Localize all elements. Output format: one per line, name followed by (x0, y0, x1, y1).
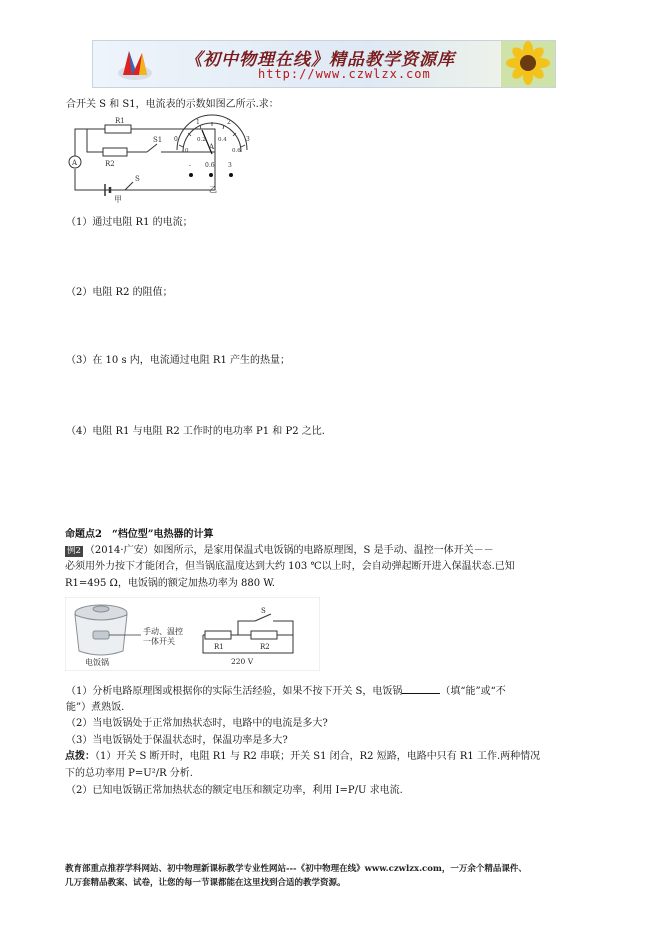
label-r2: R2 (105, 160, 115, 168)
question-1: （1）通过电阻 R1 的电流； (66, 217, 193, 228)
terminal-dot-neg (189, 173, 193, 177)
label-s1: S1 (153, 136, 163, 144)
sunflower-icon (501, 41, 555, 87)
scale-inner-1: 0.2 (197, 137, 206, 143)
footer-line-1: 教育部重点推荐学科网站、初中物理新课标教学专业性网站---《初中物理在线》www.czwlzx.com，一万余个精品课件、 (65, 864, 527, 874)
terminal-neg: - (189, 162, 192, 169)
example-question-1a: （1）分析电路原理图或根据你的实际生活经验，如果不按下开关 S，电饭锅 (66, 686, 403, 697)
answer-blank (402, 684, 440, 694)
section-title: 命题点2 “档位型”电热器的计算 (65, 529, 214, 540)
scale-top-2: 2 (227, 119, 231, 126)
footer-line-2: 几万套精品教案、试卷，让您的每一节课都能在这里找到合适的教学资源。 (65, 878, 346, 888)
label-r2-fig2: R2 (260, 643, 270, 651)
example-question-1b: （填“能”或“不 (440, 686, 506, 697)
scale-top-1: 1 (196, 119, 200, 126)
header-banner (92, 40, 556, 88)
example-line-1 (65, 541, 494, 557)
example-question-1c: 能”）煮熟饭. (66, 702, 125, 713)
site-logo-icon (115, 45, 155, 83)
scale-inner-2: 0.4 (218, 137, 227, 143)
question-2: （2）电阻 R2 的阻值； (66, 287, 173, 298)
label-voltage: 220 V (231, 657, 254, 666)
banner-title: 《初中物理在线》精品教学资源库 (185, 50, 455, 70)
figure-rice-cooker (65, 597, 320, 671)
hint-text-1: （1）开关 S 断开时，电阻 R1 与 R2 串联；开关 S1 闭合，R2 短路，电路中只有 R1 工作.两种情况 (95, 751, 541, 762)
example-tag: 例2 (67, 546, 81, 556)
hint-line-1 (65, 747, 540, 762)
example-question-2: （2）当电饭锅处于正常加热状态时，电路中的电流是多大? (66, 718, 328, 729)
example-text-1: （2014·广安）如图所示，是家用保温式电饭锅的电路原理图，S 是手动、温控一体开关－－ (84, 545, 494, 556)
circuit-diagram-jia (69, 125, 215, 196)
question-3: （3）在 10 s 内，电流通过电阻 R1 产生的热量； (66, 355, 291, 366)
hint-label: 点拨： (65, 751, 95, 762)
meter-unit: A (209, 143, 215, 151)
label-s: S (135, 175, 140, 183)
scale-top-3: 3 (246, 136, 250, 143)
example-line-2: 必须用外力按下才能闭合，但当锅底温度达到大约 103 ℃以上时，会自动弹起断开进入保温状态.已知 (65, 561, 515, 572)
hint-line-2: 下的总功率用 P=U²/R 分析. (65, 768, 193, 779)
ammeter-dial-yi (174, 115, 250, 194)
terminal-3: 3 (228, 162, 232, 169)
scale-inner-3: 0.6 (232, 148, 241, 154)
figure-circuit-ammeter (65, 114, 275, 206)
label-yi: 乙 (209, 185, 217, 194)
cooker-label: 电饭锅 (85, 658, 109, 667)
label-jia: 甲 (114, 195, 122, 204)
hint-line-3: （2）已知电饭锅正常加热状态的额定电压和额定功率，利用 I=P/U 求电流. (66, 785, 403, 796)
example-line-3: R1=495 Ω，电饭锅的额定加热功率为 880 W. (65, 578, 275, 589)
banner-url[interactable]: http://www.czwlzx.com (258, 67, 431, 81)
terminal-dot-0-6 (209, 173, 213, 177)
example-question-3: （3）当电饭锅处于保温状态时，保温功率是多大? (66, 735, 288, 746)
label-s-fig2: S (261, 607, 266, 615)
terminal-dot-3 (229, 173, 233, 177)
intro-text: 合开关 S 和 S1，电流表的示数如图乙所示.求： (66, 99, 279, 110)
terminal-0-6: 0.6 (205, 162, 215, 169)
switch-label-1: 手动、温控 (143, 627, 183, 636)
example-question-1 (66, 682, 506, 697)
label-r1-fig2: R1 (214, 643, 224, 651)
rice-cooker-icon (75, 605, 127, 655)
ammeter-symbol-label: A (72, 159, 78, 167)
label-r1: R1 (115, 117, 125, 125)
switch-label-2: 一体开关 (143, 637, 175, 646)
scale-top-0: 0 (174, 136, 178, 143)
scale-inner-0: 0 (185, 148, 189, 154)
question-4: （4）电阻 R1 与电阻 R2 工作时的电功率 P1 和 P2 之比. (66, 426, 325, 437)
